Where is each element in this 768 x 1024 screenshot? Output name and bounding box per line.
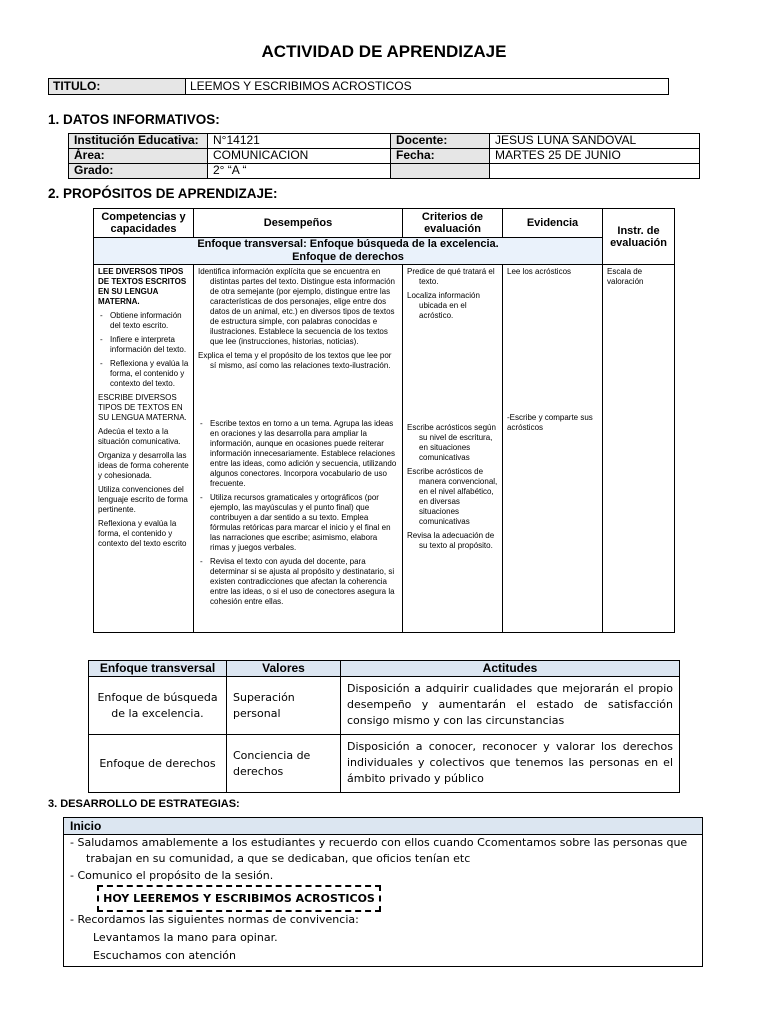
session-title-box: HOY LEEREMOS Y ESCRIBIMOS ACROSTICOS (97, 885, 381, 912)
grado-value: 2° “A “ (208, 164, 391, 179)
header-enfoque: Enfoque transversal (89, 661, 227, 677)
norma-item: Escuchamos con atención (93, 949, 236, 962)
propositos-table (93, 208, 675, 633)
criterio-text: Escribe acrósticos de manera convencional, en el nivel alfabético, en diversas situaciones comunicativas (407, 467, 498, 526)
list-item: - Obtiene información del texto escrito. (98, 311, 189, 331)
datos-table (68, 133, 700, 179)
titulo-value: LEEMOS Y ESCRIBIMOS ACROSTICOS (186, 79, 669, 95)
empty-label (391, 164, 490, 179)
enfoque-excelencia: Enfoque transversal: Enfoque búsqueda de la excelencia. (197, 238, 499, 250)
desempeno-text: Identifica información explícita que se encuentra en distintas partes del texto. Distingue esta información de otra semejante (por ejemplo, distingue entre las características de dos personajes, elige entre dos datos de un animal, etc.) en diversos tipos de textos de estructura simple, con palabras conocidas e ilustraciones. Establece la secuencia de los textos que lee (instrucciones, historias, noticias). (198, 267, 395, 346)
instrumento-cell (603, 265, 675, 633)
comp-lee-title: LEE DIVERSOS TIPOS DE TEXTOS ESCRITOS EN SU LENGUA MATERNA. (98, 267, 187, 306)
list-item: - Escribe textos en torno a un tema. Agrupa las ideas en oraciones y las desarrolla para ampliar la información, aunque en ocasiones puede reiterar información innecesariamente. Establece relaciones entre las ideas, como adición y secuencia, utilizando algunos conectores. Incorpora vocabulario de uso frecuente. (198, 419, 398, 489)
comp-lee-caps (98, 311, 189, 389)
docente-label: Docente: (391, 134, 490, 149)
page-title: ACTIVIDAD DE APRENDIZAJE (261, 42, 507, 61)
evidencia-escribe: -Escribe y comparte sus acrósticos (507, 413, 593, 432)
instrumento-text: Escala de valoración (607, 267, 644, 286)
actitud-cell: Disposición a adquirir cualidades que mejorarán el propio desempeño y aumentarán el estado de satisfacción consigo mismo y con las circunstancias (341, 677, 680, 735)
inicio-line-saludo: - Saludamos amablemente a los estudiantes y recuerdo con ellos cuando Ccomentamos sobre las personas que trabajan en su comunidad, a que se dedicaban, que oficios tenían etc (70, 836, 688, 865)
list-item: Reflexiona y evalúa la forma, el contenido y contexto del texto escrito (98, 519, 187, 548)
area-label: Área: (69, 149, 208, 164)
norma-item: Levantamos la mano para opinar. (93, 931, 278, 944)
desempeno-text: Explica el tema y el propósito de los textos que lee por sí mismo, así como las relaciones texto-ilustración. (198, 351, 392, 370)
docente-value: JESUS LUNA SANDOVAL (490, 134, 700, 149)
desempenos-escritura (198, 419, 398, 607)
inicio-title: Inicio (64, 818, 702, 835)
valor-cell: Superación personal (227, 677, 341, 735)
actitud-cell: Disposición a conocer, reconocer y valorar los derechos individuales y colectivos que tenemos las personas en el ámbito privado y público (341, 735, 680, 793)
inicio-line-proposito: - Comunico el propósito de la sesión. (70, 869, 274, 882)
criterio-text: Predice de qué tratará el texto. (407, 267, 495, 286)
criterios-cell (403, 265, 503, 633)
list-item: Utiliza convenciones del lenguaje escrito de forma pertinente. (98, 485, 188, 514)
section-estrategias-title: 3. DESARROLLO DE ESTRATEGIAS: (48, 798, 240, 810)
area-value: COMUNICACION (208, 149, 391, 164)
header-desempenos: Desempeños (194, 209, 403, 238)
list-item: - Infiere e interpreta información del texto. (98, 335, 189, 355)
fecha-value: MARTES 25 DE JUNIO (490, 149, 700, 164)
section-datos-title: 1. DATOS INFORMATIVOS: (48, 112, 220, 127)
fecha-label: Fecha: (391, 149, 490, 164)
enfoque-derechos: Enfoque de derechos (292, 251, 404, 263)
inicio-box (63, 817, 703, 967)
enfoque-row (94, 238, 603, 265)
header-instr: Instr. de evaluación (603, 209, 675, 265)
list-item: - Revisa el texto con ayuda del docente, para determinar si se ajusta al propósito y destinatario, si existen contradicciones que afectan la coherencia entre las ideas, o si el uso de conectores asegura la cohesión entre ellas. (198, 557, 398, 607)
titulo-table (48, 78, 669, 95)
section-propositos-title: 2. PROPÓSITOS DE APRENDIZAJE: (48, 186, 278, 201)
header-actitudes: Actitudes (341, 661, 680, 677)
competencias-cell (94, 265, 194, 633)
list-item: Adecúa el texto a la situación comunicativa. (98, 427, 181, 446)
criterio-text: Localiza información ubicada en el acróstico. (407, 291, 480, 320)
empty-value (490, 164, 700, 179)
criterio-text: Escribe acrósticos según su nivel de escritura, en situaciones comunicativas (407, 423, 496, 462)
valor-cell: Conciencia de derechos (227, 735, 341, 793)
evidencia-lee: Lee los acrósticos (507, 267, 572, 276)
comp-escribe-title: ESCRIBE DIVERSOS TIPOS DE TEXTOS EN SU LENGUA MATERNA. (98, 393, 187, 422)
list-item: - Utiliza recursos gramaticales y ortográficos (por ejemplo, las mayúsculas y el punto final) que contribuyen a dar sentido a su texto. Emplea fórmulas retóricas para marcar el inicio y el final en las narraciones que escribe; asimismo, elabora rimas y juegos verbales. (198, 493, 398, 553)
inst-label: Institución Educativa: (69, 134, 208, 149)
titulo-label: TITULO: (49, 79, 186, 95)
inicio-line-normas: - Recordamos las siguientes normas de convivencia: (70, 913, 359, 926)
grado-label: Grado: (69, 164, 208, 179)
list-item: - Reflexiona y evalúa la forma, el contenido y contexto del texto. (98, 359, 189, 389)
criterio-text: Revisa la adecuación de su texto al propósito. (407, 531, 495, 550)
desempenos-cell (194, 265, 403, 633)
header-evidencia: Evidencia (503, 209, 603, 238)
header-criterios: Criterios de evaluación (403, 209, 503, 238)
enfoques-table (88, 660, 680, 793)
enfoque-cell: Enfoque de derechos (89, 735, 227, 793)
enfoque-cell: Enfoque de búsqueda de la excelencia. (89, 677, 227, 735)
evidencia-cell (503, 265, 603, 633)
header-competencias: Competencias y capacidades (94, 209, 194, 238)
header-valores: Valores (227, 661, 341, 677)
inst-value: N°14121 (208, 134, 391, 149)
list-item: Organiza y desarrolla las ideas de forma coherente y cohesionada. (98, 451, 189, 480)
